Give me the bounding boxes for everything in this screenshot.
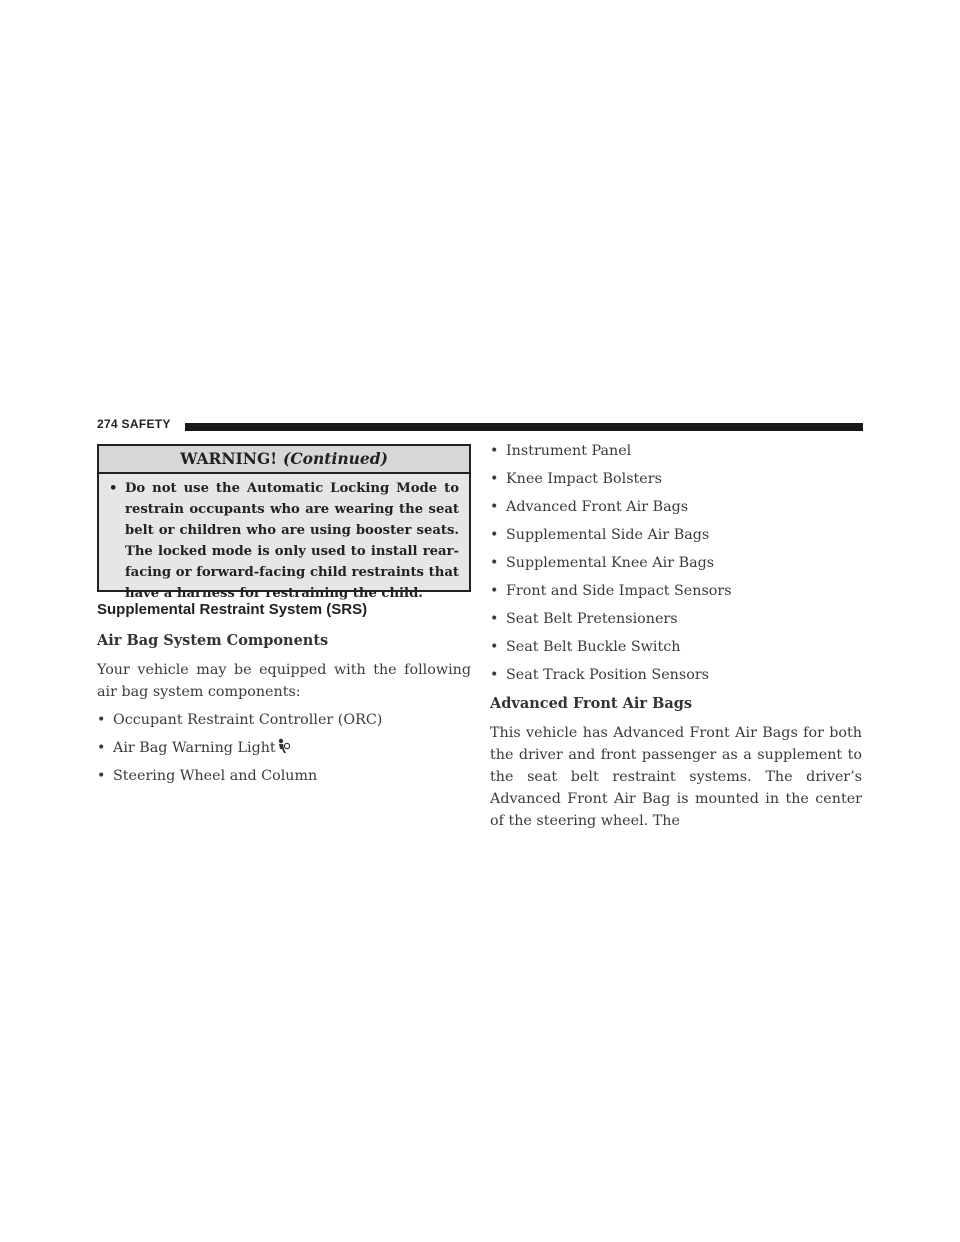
- list-item: • Front and Side Impact Sensors: [490, 583, 732, 599]
- list-item: • Occupant Restraint Controller (ORC): [97, 712, 383, 728]
- component-list-right: [490, 440, 862, 686]
- list-item: • Steering Wheel and Column: [97, 768, 318, 784]
- header-rule: [185, 423, 863, 431]
- intro-paragraph: Your vehicle may be equipped with the following air bag system components:: [97, 662, 471, 700]
- component-list-left: [97, 709, 471, 787]
- list-item: • Supplemental Knee Air Bags: [490, 555, 715, 571]
- subheading-components: Air Bag System Components: [97, 632, 329, 649]
- list-item: • Supplemental Side Air Bags: [490, 527, 710, 543]
- warning-title-bar: [99, 446, 469, 474]
- list-item: • Seat Belt Pretensioners: [490, 611, 678, 627]
- section-heading-srs: Supplemental Restraint System (SRS): [97, 601, 368, 618]
- page-number-section: 274 SAFETY: [97, 417, 171, 431]
- warning-title: WARNING!: [180, 449, 278, 468]
- warning-text: Do not use the Automatic Locking Mode to restrain occupants who are wearing the seat belt or children who are using booster seats. The locked mode is only used to install rear-facing or forward-facing child restraints that have a harness for restraining the child.: [125, 481, 459, 601]
- list-item: • Seat Belt Buckle Switch: [490, 639, 681, 655]
- advanced-front-paragraph: This vehicle has Advanced Front Air Bags for both the driver and front passenger as a supplement to the seat belt restraint systems. The driver’s Advanced Front Air Bag is mounted in the center of the steering wheel. The: [490, 725, 862, 829]
- bullet: •: [109, 481, 118, 496]
- warning-box: [97, 444, 471, 601]
- list-item: • Advanced Front Air Bags: [490, 499, 689, 515]
- warning-continued: (Continued): [283, 449, 388, 468]
- subheading-advanced-front: Advanced Front Air Bags: [490, 695, 693, 712]
- right-column: [490, 440, 862, 832]
- list-item: • Instrument Panel: [490, 443, 632, 459]
- page-header: [97, 418, 863, 432]
- list-item: • Knee Impact Bolsters: [490, 471, 662, 487]
- left-column: [97, 600, 471, 787]
- list-item: • Seat Track Position Sensors: [490, 667, 709, 683]
- warning-body: [99, 474, 469, 604]
- list-item: • Air Bag Warning Light: [97, 737, 471, 759]
- airbag-warning-icon: [276, 738, 290, 754]
